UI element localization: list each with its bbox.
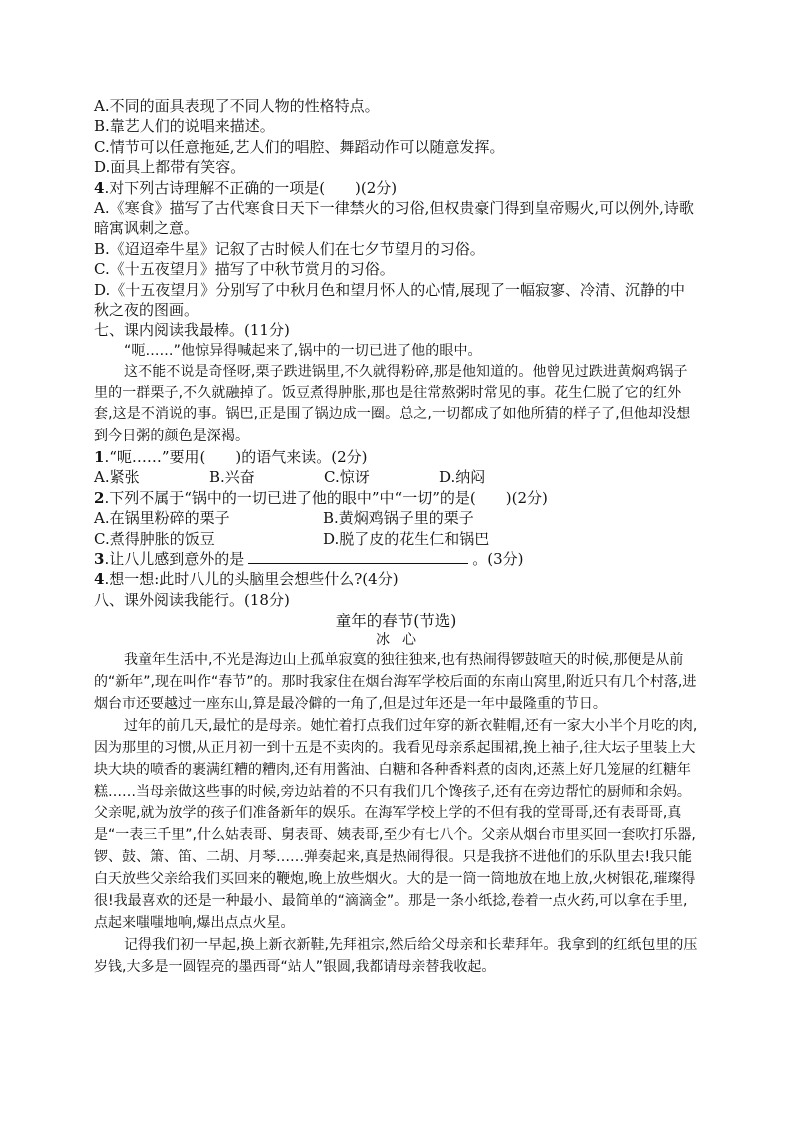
section-8-heading: 八、课外阅读我能行。(18分): [94, 590, 290, 609]
question-number: 1: [94, 447, 105, 466]
question-number: 3: [94, 549, 105, 568]
prev-option-d: D.面具上都带有笑容。: [94, 158, 246, 177]
s7-q2-option-b[interactable]: B.黄焖鸡锅子里的栗子: [323, 509, 474, 528]
q4-option-d: D.《十五夜望月》分别写了中秋月色和望月怀人的心情,展现了一幅寂寥、冷清、沉静的中秋之夜的图画。: [94, 280, 686, 320]
question-text: .下列不属于“锅中的一切已进了他的眼中”中“一切”的是( )(2分): [104, 488, 548, 507]
s7-q2-option-d[interactable]: D.脱了皮的花生仁和锅巴: [323, 529, 490, 548]
s7-q2-options-row-1: [94, 508, 698, 528]
s7-q1-option-d[interactable]: D.纳闷: [439, 468, 486, 487]
prev-option-c: C.情节可以任意拖延,艺人们的唱腔、舞蹈动作可以随意发挥。: [94, 137, 505, 156]
s7-q2-option-c[interactable]: C.煮得肿胀的饭豆: [94, 529, 215, 548]
prev-option-a: A.不同的面具表现了不同人物的性格特点。: [94, 97, 380, 115]
section-7-heading: 七、课内阅读我最棒。(11分): [94, 321, 290, 340]
s7-q1-options: [94, 467, 698, 487]
question-number: 2: [94, 488, 105, 507]
article-paragraph-2: 过年的前几天,最忙的是母亲。她忙着打点我们过年穿的新衣鞋帽,还有一家大小半个月吃的肉,因为那里的习惯,从正月初一到十五是不卖肉的。我看见母亲系起围裙,挽上袖子,往大坛子里装上大块大块的喷香的裹满红糟的糟肉,还有用酱油、白糖和各种香料煮的卤肉,还蒸上好几笼屉的红糖年糕……当母亲做这些事的时候,旁边站着的不只有我们几个馋孩子,还有在旁边帮忙的厨师和余妈。父亲呢,就为放学的孩子们准备新年的娱乐。在海军学校上学的不但有我的堂哥哥,还有表哥哥,真是“一表三千里”,什么姑表哥、舅表哥、姨表哥,至少有七八个。父亲从烟台市里买回一套吹打乐器,锣、鼓、箫、笛、二胡、月琴……弹奏起来,真是热闹得很。只是我挤不进他们的乐队里去!我只能白天放些父亲给我们买回来的鞭炮,晚上放些烟火。大的是一筒一筒地放在地上放,火树银花,璀璨得很!我最喜欢的还是一种最小、最简单的“滴滴金”。那是一条小纸捻,卷着一点火药,可以拿在手里,点起来嗤嗤地响,爆出点点火星。: [94, 717, 698, 932]
s7-q1-option-c[interactable]: C.惊讶: [324, 468, 370, 487]
q4-option-c: C.《十五夜望月》描写了中秋节赏月的习俗。: [94, 260, 395, 279]
exam-page: [94, 96, 698, 979]
section-7-passage-line-1: “呃……”他惊异得喊起来了,锅中的一切已进了他的眼中。: [124, 342, 482, 359]
question-text: .对下列古诗理解不正确的一项是( )(2分): [104, 178, 398, 197]
section-7-passage-paragraph-2: 这不能不说是奇怪呀,栗子跌进锅里,不久就得粉碎,那是他知道的。他曾见过跌进黄焖鸡锅子里的一群栗子,不久就融掉了。饭豆煮得肿胀,那也是往常熬粥时常见的事。花生仁脱了它的红外套,这是不消说的事。锅巴,正是围了锅边成一圈。总之,一切都成了如他所猜的样子了,但他却没想到今日粥的颜色是深褐。: [94, 364, 691, 444]
q4-poems-stem: [94, 178, 698, 198]
question-number: 4: [94, 178, 105, 197]
q4-option-a: A.《寒食》描写了古代寒食日天下一律禁火的习俗,但权贵豪门得到皇帝赐火,可以例外,诗歌暗寓讽刺之意。: [94, 199, 694, 238]
s7-q1-option-a[interactable]: A.紧张: [94, 468, 140, 487]
question-points: 。(3分): [472, 549, 524, 568]
question-text: .“呃……”要用( )的语气来读。(2分): [104, 447, 368, 466]
article-author: 冰心: [376, 632, 428, 649]
s7-q2-options-row-2: [94, 529, 698, 549]
question-text: .想一想:此时八儿的头脑里会想些什么?(4分): [104, 570, 399, 589]
question-text: .让八儿感到意外的是: [104, 549, 245, 568]
s7-q1-option-b[interactable]: B.兴奋: [209, 468, 255, 487]
q4-option-b: B.《迢迢牵牛星》记叙了古时候人们在七夕节望月的习俗。: [94, 239, 485, 258]
s7-q2-stem: [94, 488, 698, 508]
article-title: 童年的春节(节选): [335, 612, 457, 631]
s7-q1-stem: [94, 447, 698, 467]
question-number: 4: [94, 570, 105, 589]
article-paragraph-1: 我童年生活中,不光是海边山上孤单寂寞的独往独来,也有热闹得锣鼓喧天的时候,那便是从前的“新年”,现在叫作“春节”的。那时我家住在烟台海军学校后面的东南山窝里,附近只有几个村落,进烟台市还要越过一座东山,算是最冷僻的一角了,但是过年还是一年中最隆重的节日。: [94, 652, 697, 712]
s7-q2-option-a[interactable]: A.在锅里粉碎的栗子: [94, 509, 230, 528]
article-paragraph-3: 记得我们初一早起,换上新衣新鞋,先拜祖宗,然后给父母亲和长辈拜年。我拿到的红纸包里的压岁钱,大多是一圆锃亮的墨西哥“站人”银圆,我都请母亲替我收起。: [94, 936, 698, 975]
answer-blank[interactable]: [248, 549, 468, 564]
s7-q3-stem: [94, 549, 698, 569]
prev-option-b: B.靠艺人们的说唱来描述。: [94, 117, 275, 136]
s7-q4-stem: [94, 569, 698, 589]
